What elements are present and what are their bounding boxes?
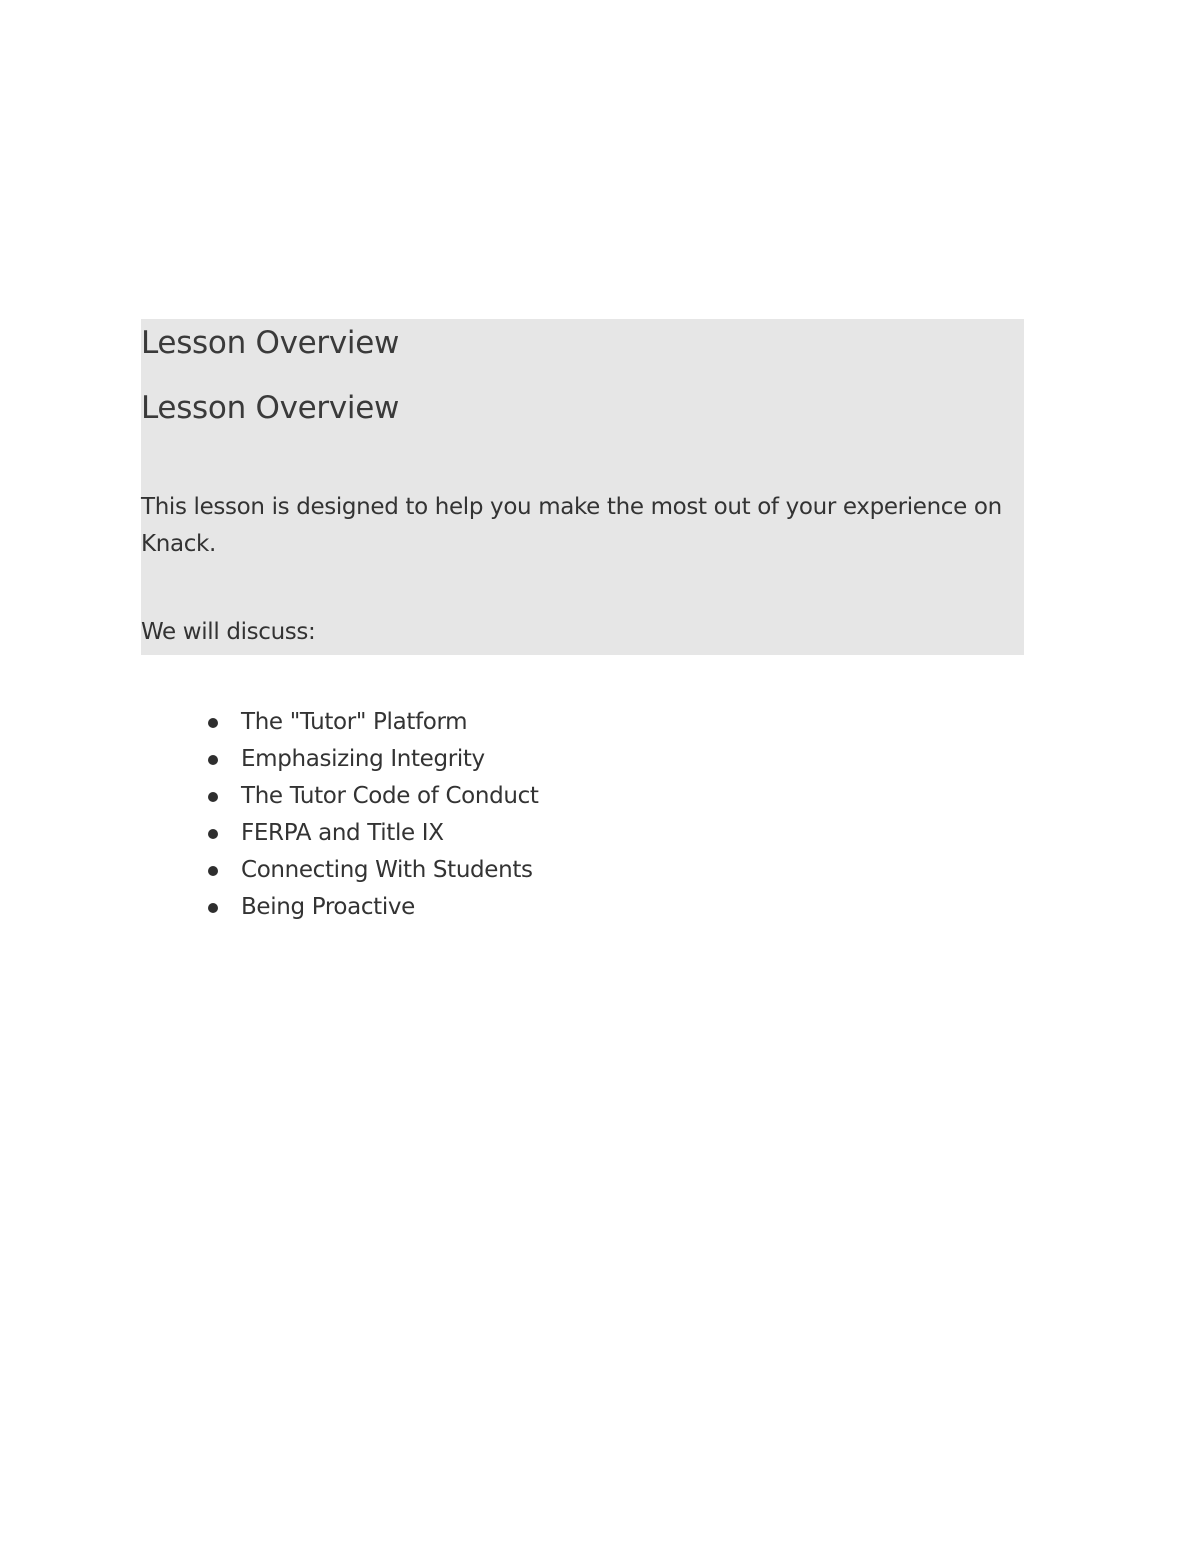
section-heading: Lesson Overview — [141, 390, 400, 426]
intro-paragraph: This lesson is designed to help you make the most out of your experience on Knack. — [141, 494, 1002, 557]
bullet-icon — [208, 829, 218, 839]
discuss-label: We will discuss: — [141, 619, 316, 645]
topic-label: Being Proactive — [241, 894, 415, 920]
page-title: Lesson Overview — [141, 325, 400, 361]
bullet-icon — [208, 903, 218, 913]
topic-label: The "Tutor" Platform — [241, 709, 468, 735]
bullet-icon — [208, 792, 218, 802]
bullet-icon — [208, 718, 218, 728]
topic-label: Emphasizing Integrity — [241, 746, 485, 772]
topic-label: FERPA and Title IX — [241, 820, 444, 846]
topic-label: The Tutor Code of Conduct — [241, 783, 539, 809]
topic-label: Connecting With Students — [241, 857, 533, 883]
bullet-icon — [208, 755, 218, 765]
bullet-icon — [208, 866, 218, 876]
lesson-overview-block — [141, 319, 1024, 655]
